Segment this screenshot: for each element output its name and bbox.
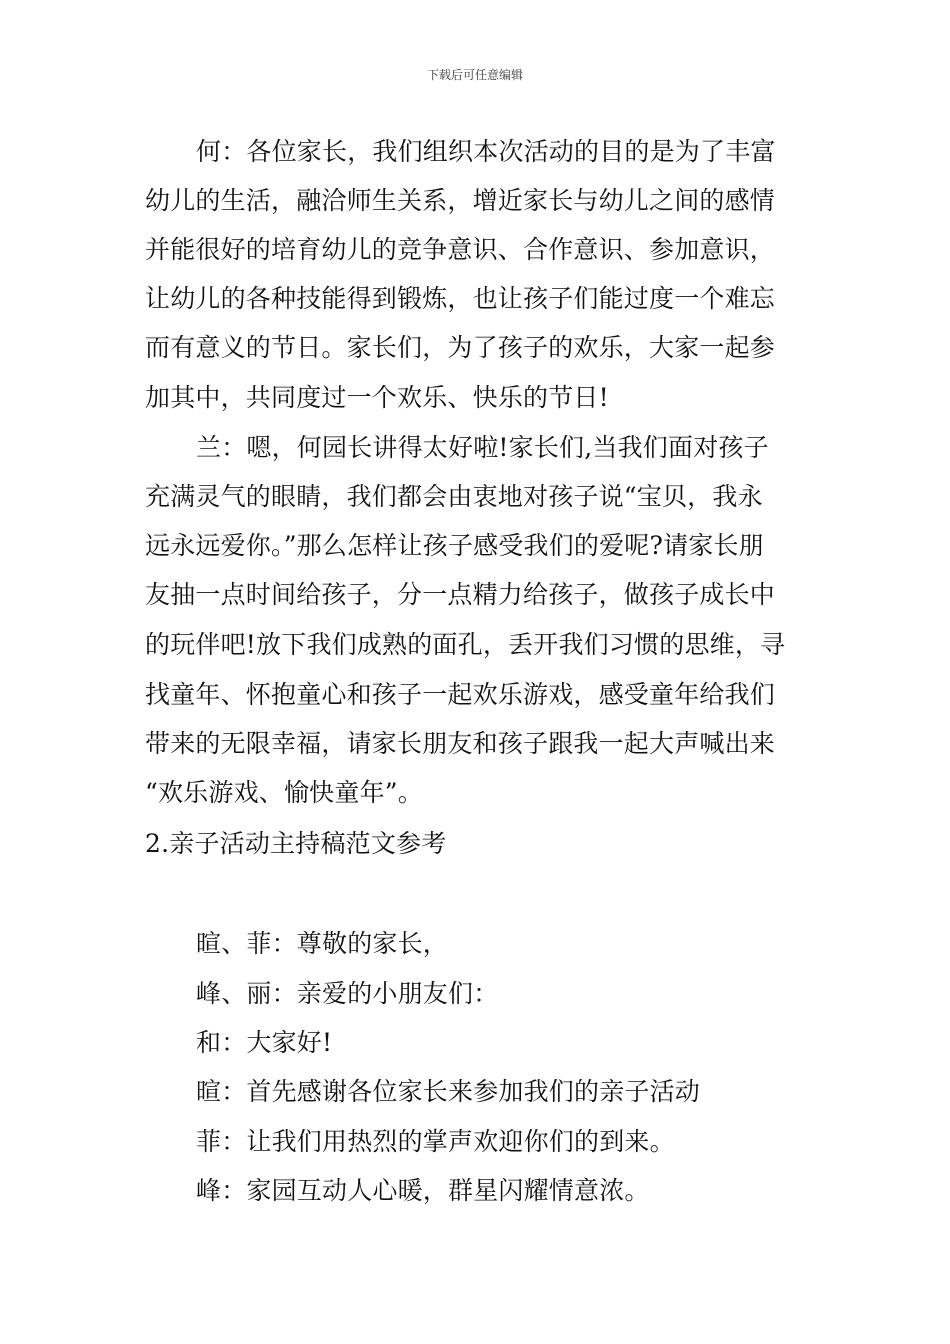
paragraph-line: 兰：嗯，何园长讲得太好啦!家长们,当我们面对孩子	[196, 433, 769, 462]
paragraph-line: 带来的无限幸福，请家长朋友和孩子跟我一起大声喊出来	[145, 729, 776, 758]
paragraph-line: 何：各位家长，我们组织本次活动的目的是为了丰富	[196, 137, 776, 166]
page-header: 下载后可任意编辑	[426, 68, 523, 82]
section-heading: 2.亲子活动主持稿范文参考	[145, 829, 447, 858]
paragraph-line: 让幼儿的各种技能得到锻炼，也让孩子们能过度一个难忘	[145, 284, 776, 313]
dialogue-line: 和：大家好!	[196, 1028, 333, 1057]
paragraph-line: 的玩伴吧!放下我们成熟的面孔，丢开我们习惯的思维，寻	[145, 630, 786, 659]
dialogue-line: 暄：首先感谢各位家长来参加我们的亲子活动	[196, 1077, 701, 1106]
paragraph-line: “欢乐游戏、愉快童年”。	[145, 778, 423, 807]
paragraph-line: 幼儿的生活，融洽师生关系，增近家长与幼儿之间的感情	[145, 186, 776, 215]
dialogue-line: 暄、菲：尊敬的家长，	[196, 929, 449, 958]
paragraph-line: 充满灵气的眼睛，我们都会由衷地对孩子说“宝贝，我永	[145, 482, 763, 511]
paragraph-line: 找童年、怀抱童心和孩子一起欢乐游戏，感受童年给我们	[145, 680, 776, 709]
paragraph-line: 友抽一点时间给孩子，分一点精力给孩子，做孩子成长中	[145, 580, 776, 609]
dialogue-line: 峰、丽：亲爱的小朋友们：	[196, 979, 499, 1008]
paragraph-line: 并能很好的培育幼儿的竞争意识、合作意识、参加意识，	[145, 235, 776, 264]
paragraph-line: 加其中，共同度过一个欢乐、快乐的节日!	[145, 383, 609, 412]
dialogue-line: 菲：让我们用热烈的掌声欢迎你们的到来。	[196, 1127, 675, 1156]
paragraph-line: 远永远爱你。”那么怎样让孩子感受我们的爱呢?请家长朋	[145, 531, 764, 560]
dialogue-line: 峰：家园互动人心暖，群星闪耀情意浓。	[196, 1176, 650, 1205]
paragraph-line: 而有意义的节日。家长们，为了孩子的欢乐，大家一起参	[145, 333, 776, 362]
